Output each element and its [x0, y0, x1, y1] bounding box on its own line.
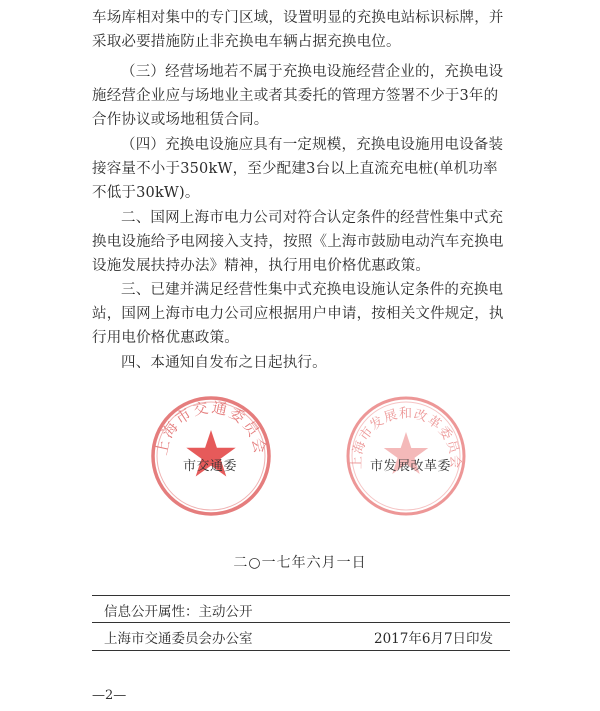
footer-rule-middle — [92, 622, 510, 623]
footer-rule-top — [92, 595, 510, 596]
paragraph-item-3: （三）经营场地若不属于充换电设施经营企业的，充换电设施经营企业应与场地业主或者其委托的管理方签署不少于3年的合作协议或场地租赁合同。 — [92, 64, 504, 128]
issuing-office: 上海市交通委员会办公室 — [104, 631, 253, 647]
paragraph-section-4: 四、本通知自发布之日起执行。 — [121, 355, 327, 371]
right-seal-label: 市发展改革委 — [370, 459, 452, 474]
paragraph-continuation: 车场库相对集中的专门区域，设置明显的充换电站标识标牌，并采取必要措施防止非充换电车辆占据充换电位。 — [92, 10, 504, 50]
seal-ring-text: 上海市发展和改革委员会 — [349, 406, 463, 470]
page-number: —2— — [92, 688, 127, 703]
disclosure-attribute: 信息公开属性：主动公开 — [104, 604, 253, 620]
footer-rule-bottom — [92, 650, 510, 651]
seal-ring-text: 上海市交通委员会 — [152, 398, 270, 457]
print-date: 2017年6月7日印发 — [374, 631, 494, 647]
paragraph-section-2: 二、国网上海市电力公司对符合认定条件的经营性集中式充换电设施给予电网接入支持，按照《上海市鼓励电动汽车充换电设施发展扶持办法》精神，执行用电价格优惠政策。 — [92, 210, 504, 274]
issue-date: 二○一七年六月一日 — [233, 555, 367, 571]
left-seal-label: 市交通委 — [183, 459, 238, 474]
paragraph-item-4: （四）充换电设施应具有一定规模，充换电设施用电设备装接容量不小于350kW，至少配建3台以上直流充电桩(单机功率不低于30kW)。 — [92, 137, 504, 201]
paragraph-section-3: 三、已建并满足经营性集中式充换电设施认定条件的充换电站，国网上海市电力公司应根据用户申请，按相关文件规定，执行用电价格优惠政策。 — [92, 282, 504, 346]
